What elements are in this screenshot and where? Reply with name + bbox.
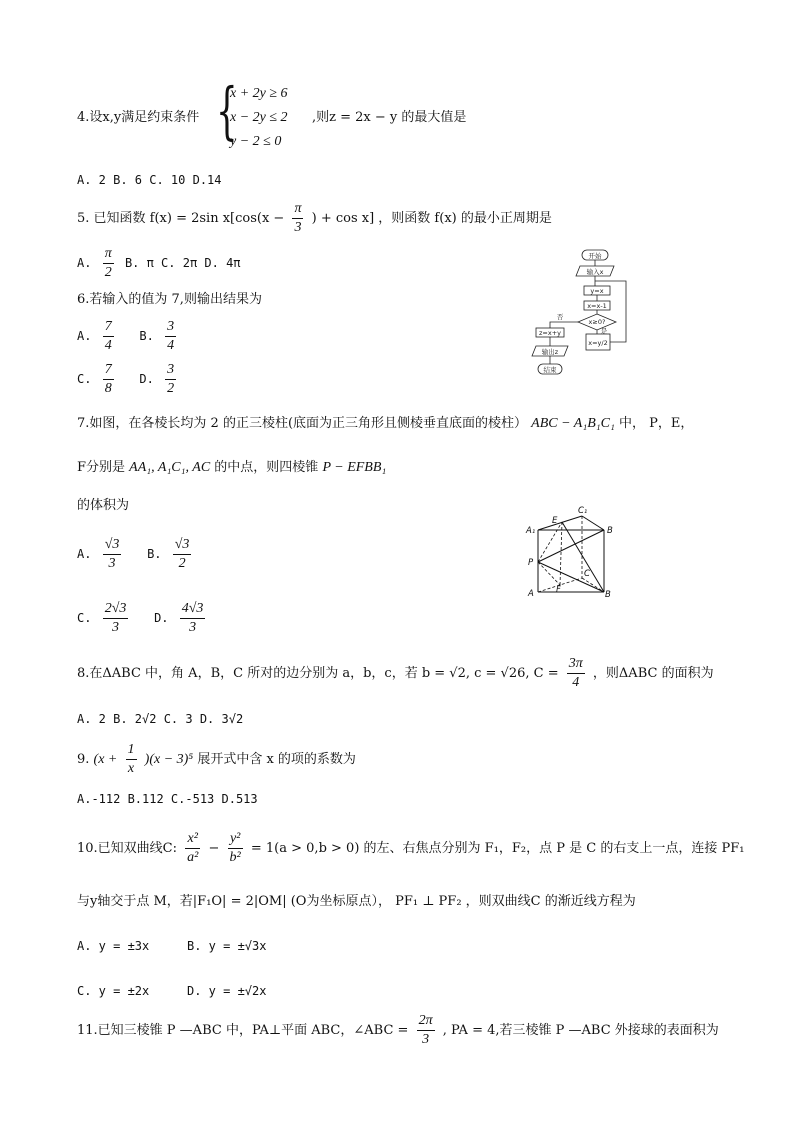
q6-opt-a-num: 7 [103,318,114,337]
q7-opt-c-den: 3 [112,620,120,635]
q7-opt-a-den: 3 [108,556,116,571]
q6-options-cd [77,360,180,398]
q10-frac-x-num: x² [185,830,200,849]
q4-prefix: 4.设x,y满足约束条件 [77,110,200,125]
flow-assign-label: y=x [590,287,604,295]
q10-opt-d: D. y = ±√2x [187,984,267,998]
q10-frac-y-num: y² [228,830,243,849]
q6-opt-d-den: 2 [167,381,175,396]
q6-opt-a-den: 4 [104,338,112,353]
q10-frac-y-den: b² [229,850,241,865]
q5-stem-a: 5. 已知函数 f(x) = 2sin x[cos(x − [77,211,285,226]
q4-constraint-3: y − 2 ≤ 0 [230,134,282,149]
q9-expr-b: )(x − 3)⁵ [144,752,194,767]
flow-input-label: 输入x [586,268,604,276]
flow-output-label: 输出z [541,348,559,356]
q6-opt-c-label: C. [77,372,92,386]
q10-frac-x [185,830,200,867]
q4-options: A. 2 B. 6 C. 10 D.14 [77,173,222,187]
q7-opt-c-frac [103,600,129,637]
q7-opt-b-num: √3 [173,536,192,555]
q11-stem [77,1011,719,1051]
label-a: A [528,589,534,599]
label-e: E [552,516,558,526]
q6-opt-b-label: B. [139,329,154,343]
q10-equation-rhs: = 1(a > 0,b > 0) [250,841,360,856]
flow-decrement-label: x=x-1 [587,302,607,310]
q10-frac-y [228,830,243,867]
q9-frac-num: 1 [126,741,137,760]
q11-stem-a: 11.已知三棱锥 P —ABC 中，PA⊥平面 ABC，∠ABC = [77,1023,409,1038]
q9-stem-text: 展开式中含 x 的项的系数为 [197,752,356,767]
label-p: P [528,558,534,568]
q9-frac-den: x [127,761,135,776]
flow-decision-label: x≥0? [588,318,606,326]
label-c: C [584,569,590,579]
label-b-bottom: B [605,590,611,600]
label-a1: A₁ [526,526,536,536]
q7-opt-a-num: √3 [103,536,122,555]
q6-opt-c-num: 7 [103,361,114,380]
q6-opt-c-den: 8 [104,381,112,396]
q8-fraction [567,655,585,692]
q7-line2 [77,460,386,476]
q10-opt-c: C. y = ±2x [77,984,150,998]
q7-opt-b-label: B. [147,547,162,561]
q7-line2-text: F分别是 [77,460,126,475]
q7-opt-c-num: 2√3 [103,600,129,619]
q5-opt-rest: B. π C. 2π D. 4π [124,256,241,270]
q4-constraint-1: x + 2y ≥ 6 [230,86,288,101]
q6-flowchart [530,248,640,380]
q8-options: A. 2 B. 2√2 C. 3 D. 3√2 [77,712,244,726]
q5-stem [77,200,552,238]
q5-fraction [292,200,303,237]
q7-pyramid-name: P − EFBB₁ [322,460,387,475]
label-b-top: B [607,526,613,536]
q7-opt-d-den: 3 [189,620,197,635]
q7-line3: 的体积为 [77,498,130,513]
flow-no-label: 否 [556,313,564,321]
q4-brace: { [216,74,238,147]
q6-opt-d-num: 3 [165,361,176,380]
q9-label: 9. [77,752,90,767]
q5-stem-b: ) + cos x] ，则函数 f(x) 的最小正周期是 [311,211,552,226]
q6-opt-c-frac [103,361,114,398]
q7-opt-b-frac [173,536,192,573]
q5-opt-a-den: 2 [104,265,112,280]
q7-options-cd [77,598,209,638]
q7-line1-tail: 中， P，E， [618,416,694,431]
q10-opt-a: A. y = ±3x [77,939,150,953]
flow-yes-label: 是 [600,327,608,335]
q10-minus: − [208,841,220,856]
q6-options-ab [77,317,180,355]
q6-opt-d-label: D. [139,372,154,386]
q11-frac-num: 2π [417,1012,435,1031]
q8-stem [77,655,714,693]
q5-options [77,244,241,282]
q8-stem-b: ，则ΔABC 的面积为 [592,666,714,681]
label-c1: C₁ [578,506,588,516]
q7-prism-name: ABC − A₁B₁C₁ [531,416,615,431]
q7-opt-a-frac [103,536,122,573]
q10-line2: 与y轴交于点 M，若|F₁O| = 2|OM| (O为坐标原点）， PF₁ ⊥ PF₂ ，则双曲线C 的渐近线方程为 [77,894,636,909]
q10-frac-x-den: a² [187,850,199,865]
q6-stem: 6.若输入的值为 7,则输出结果为 [77,292,262,307]
q7-midpoint-edges: AA₁, A₁C₁, AC [129,460,211,475]
q7-line1 [77,416,693,432]
q10-stem-a: 的左、右焦点分别为 F₁，F₂，点 P 是 C 的右支上一点，连接 PF₁ [363,841,745,856]
flow-half-label: x=y/2 [588,339,608,347]
q6-opt-a-frac [103,318,114,355]
q7-prism-figure [522,502,622,602]
q9-options: A.-112 B.112 C.-513 D.513 [77,792,258,806]
q5-opt-a-label: A. [77,256,92,270]
q5-frac-num: π [292,200,303,219]
label-f: F [556,585,561,595]
q5-opt-a-num: π [103,245,114,264]
q7-line1-text: 7.如图，在各棱长均为 2 的正三棱柱(底面为正三角形且侧棱垂直底面的棱柱） [77,416,528,431]
q11-stem-b: , PA = 4,若三棱锥 P —ABC 外接球的表面积为 [442,1023,719,1038]
q8-frac-den: 4 [572,675,580,690]
q5-opt-a-frac [103,245,114,282]
q7-line2-mid: 的中点，则四棱锥 [214,460,319,475]
flow-end-label: 结束 [543,366,557,374]
q9-fraction [126,741,137,778]
q10-opt-b: B. y = ±√3x [187,939,267,953]
q6-opt-a-label: A. [77,329,92,343]
q8-stem-a: 8.在ΔABC 中，角 A，B，C 所对的边分别为 a，b，c，若 b = √2, c = √26, C = [77,666,559,681]
q7-opt-d-frac [180,600,206,637]
q11-fraction [417,1012,435,1049]
q11-frac-den: 3 [422,1032,430,1047]
q7-options-ab [77,534,195,574]
q10-stem [77,829,744,869]
q4-suffix: ,则z = 2x − y 的最大值是 [312,110,467,125]
flow-start-label: 开始 [588,252,602,260]
q9-stem [77,741,356,779]
q8-frac-num: 3π [567,655,585,674]
q6-opt-d-frac [165,361,176,398]
q7-opt-c-label: C. [77,611,92,625]
q6-opt-b-den: 4 [167,338,175,353]
q7-opt-b-den: 2 [178,556,186,571]
q9-expr-a: (x + [93,752,118,767]
q7-opt-a-label: A. [77,547,92,561]
q7-opt-d-label: D. [154,611,169,625]
q6-opt-b-num: 3 [165,318,176,337]
q5-frac-den: 3 [294,220,302,235]
q7-opt-d-num: 4√3 [180,600,206,619]
flow-sum-label: z=x+y [539,329,561,337]
q6-opt-b-frac [165,318,176,355]
q4-constraint-2: x − 2y ≤ 2 [230,110,288,125]
q10-label: 10.已知双曲线C: [77,841,178,856]
